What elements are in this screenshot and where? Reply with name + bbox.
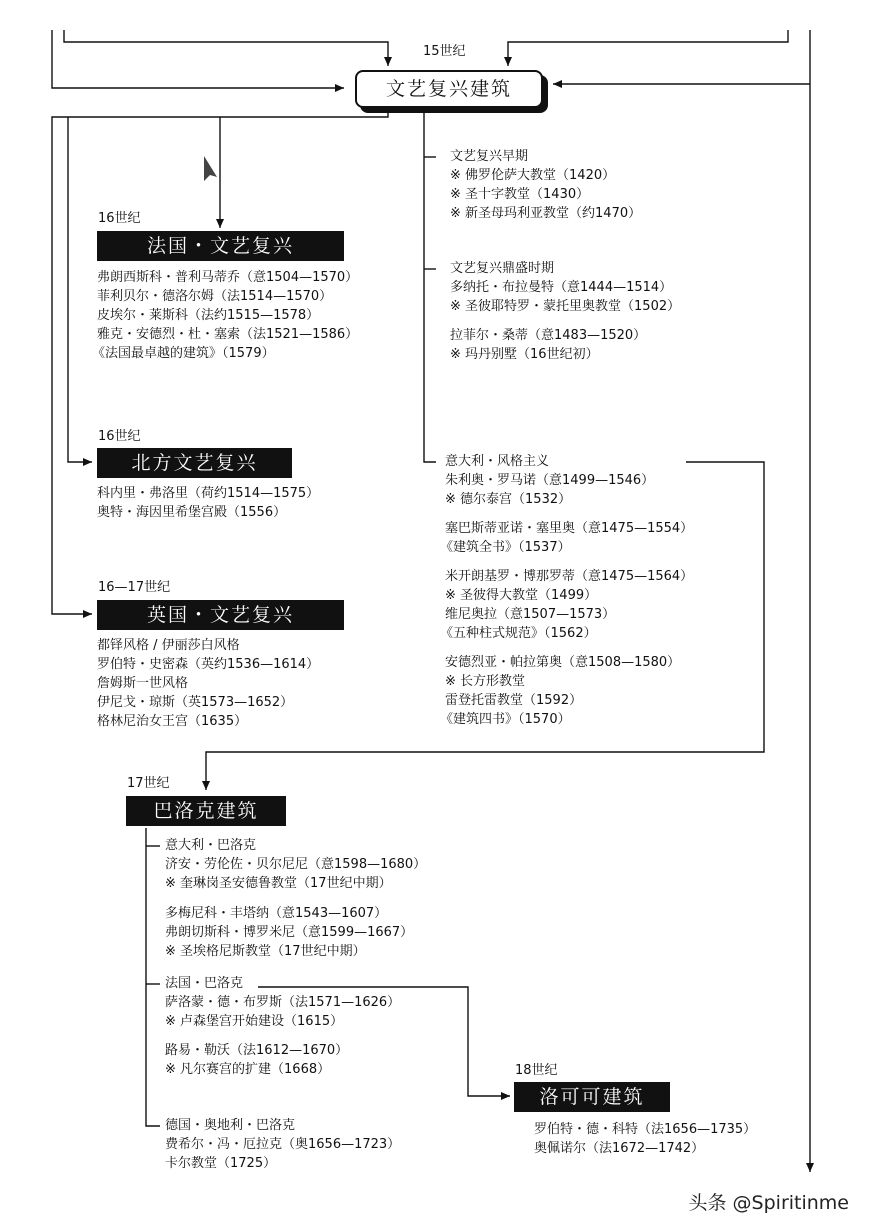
italy-high-line: 多纳托・布拉曼特（意1444—1514）: [450, 280, 673, 295]
mannerism-line: 塞巴斯蒂亚诺・塞里奥（意1475—1554）: [445, 521, 694, 536]
france-era-label: 16世纪: [98, 211, 141, 226]
england-line: 伊尼戈・琼斯（英1573—1652）: [97, 695, 294, 710]
north-era-label: 16世纪: [98, 429, 141, 444]
mannerism-line: 朱利奥・罗马诺（意1499—1546）: [445, 473, 655, 488]
north-renaissance-banner: 北方文艺复兴: [97, 448, 292, 478]
italy-high-heading: 文艺复兴鼎盛时期: [450, 261, 555, 276]
france-line: 皮埃尔・莱斯科（法约1515—1578）: [97, 308, 320, 323]
france-line: 菲利贝尔・德洛尔姆（法1514—1570）: [97, 289, 333, 304]
pointer-cursor-icon: [203, 155, 219, 185]
mannerism-line: 雷登托雷教堂（1592）: [445, 693, 583, 708]
baroque-line: 路易・勒沃（法1612—1670）: [165, 1043, 349, 1058]
baroque-line: ※ 卢森堡宫开始建设（1615）: [165, 1014, 344, 1029]
england-line: 格林尼治女王宫（1635）: [97, 714, 248, 729]
france-line: 《法国最卓越的建筑》（1579）: [92, 346, 275, 361]
italy-early-line: ※ 圣十字教堂（1430）: [450, 187, 590, 202]
baroque-line: ※ 奎琳岗圣安德鲁教堂（17世纪中期）: [165, 876, 392, 891]
mannerism-line: 《建筑全书》（1537）: [440, 540, 571, 555]
mannerism-heading: 意大利・风格主义: [445, 454, 550, 469]
baroque-line: 弗朗切斯科・博罗米尼（意1599—1667）: [165, 925, 414, 940]
mannerism-line: 《建筑四书》（1570）: [440, 712, 571, 727]
mannerism-line: ※ 长方形教堂: [445, 674, 526, 689]
england-line: 罗伯特・史密森（英约1536—1614）: [97, 657, 320, 672]
baroque-line: 济安・劳伦佐・贝尔尼尼（意1598—1680）: [165, 857, 427, 872]
baroque-line: 多梅尼科・丰塔纳（意1543—1607）: [165, 906, 388, 921]
france-renaissance-banner: 法国・文艺复兴: [97, 231, 344, 261]
italy-high-line: 拉菲尔・桑蒂（意1483—1520）: [450, 328, 647, 343]
mannerism-line: ※ 圣彼得大教堂（1499）: [445, 588, 598, 603]
france-line: 雅克・安德烈・杜・塞索（法1521—1586）: [97, 327, 359, 342]
baroque-line: 费希尔・冯・厄拉克（奥1656—1723）: [165, 1137, 401, 1152]
baroque-line: ※ 圣埃格尼斯教堂（17世纪中期）: [165, 944, 366, 959]
rococo-line: 罗伯特・德・科特（法1656—1735）: [534, 1122, 757, 1137]
baroque-line: 卡尔教堂（1725）: [165, 1156, 277, 1171]
baroque-line: 萨洛蒙・德・布罗斯（法1571—1626）: [165, 995, 401, 1010]
renaissance-title-box: 文艺复兴建筑: [355, 70, 543, 108]
france-line: 弗朗西斯科・普利马蒂乔（意1504—1570）: [97, 270, 359, 285]
mannerism-line: 《五种柱式规范》（1562）: [440, 626, 597, 641]
france-baroque-heading: 法国・巴洛克: [165, 976, 244, 991]
mannerism-line: 维尼奥拉（意1507—1573）: [445, 607, 616, 622]
rococo-banner: 洛可可建筑: [514, 1082, 670, 1112]
england-renaissance-banner: 英国・文艺复兴: [97, 600, 344, 630]
watermark: 头条 @Spiritinme: [688, 1192, 849, 1214]
england-line: 詹姆斯一世风格: [97, 676, 189, 691]
baroque-banner: 巴洛克建筑: [126, 796, 286, 826]
mannerism-line: 安德烈亚・帕拉第奥（意1508—1580）: [445, 655, 681, 670]
italy-early-line: ※ 新圣母玛利亚教堂（约1470）: [450, 206, 642, 221]
england-era-label: 16—17世纪: [98, 580, 171, 595]
north-line: 科内里・弗洛里（荷约1514—1575）: [97, 486, 320, 501]
mannerism-line: 米开朗基罗・博那罗蒂（意1475—1564）: [445, 569, 694, 584]
top-era-label: 15世纪: [423, 44, 466, 59]
north-line: 奥特・海因里希堡宫殿（1556）: [97, 505, 287, 520]
rococo-era-label: 18世纪: [515, 1063, 558, 1078]
mannerism-line: ※ 德尔泰宫（1532）: [445, 492, 572, 507]
german-baroque-heading: 德国・奥地利・巴洛克: [165, 1118, 296, 1133]
baroque-line: ※ 凡尔赛宫的扩建（1668）: [165, 1062, 331, 1077]
italy-high-line: ※ 圣彼耶特罗・蒙托里奥教堂（1502）: [450, 299, 681, 314]
rococo-line: 奥佩诺尔（法1672—1742）: [534, 1141, 705, 1156]
italy-high-line: ※ 玛丹别墅（16世纪初）: [450, 347, 599, 362]
italy-early-line: ※ 佛罗伦萨大教堂（1420）: [450, 168, 616, 183]
england-line: 都铎风格 / 伊丽莎白风格: [97, 638, 240, 653]
baroque-era-label: 17世纪: [127, 776, 170, 791]
italy-early-heading: 文艺复兴早期: [450, 149, 529, 164]
italy-baroque-heading: 意大利・巴洛克: [165, 838, 257, 853]
